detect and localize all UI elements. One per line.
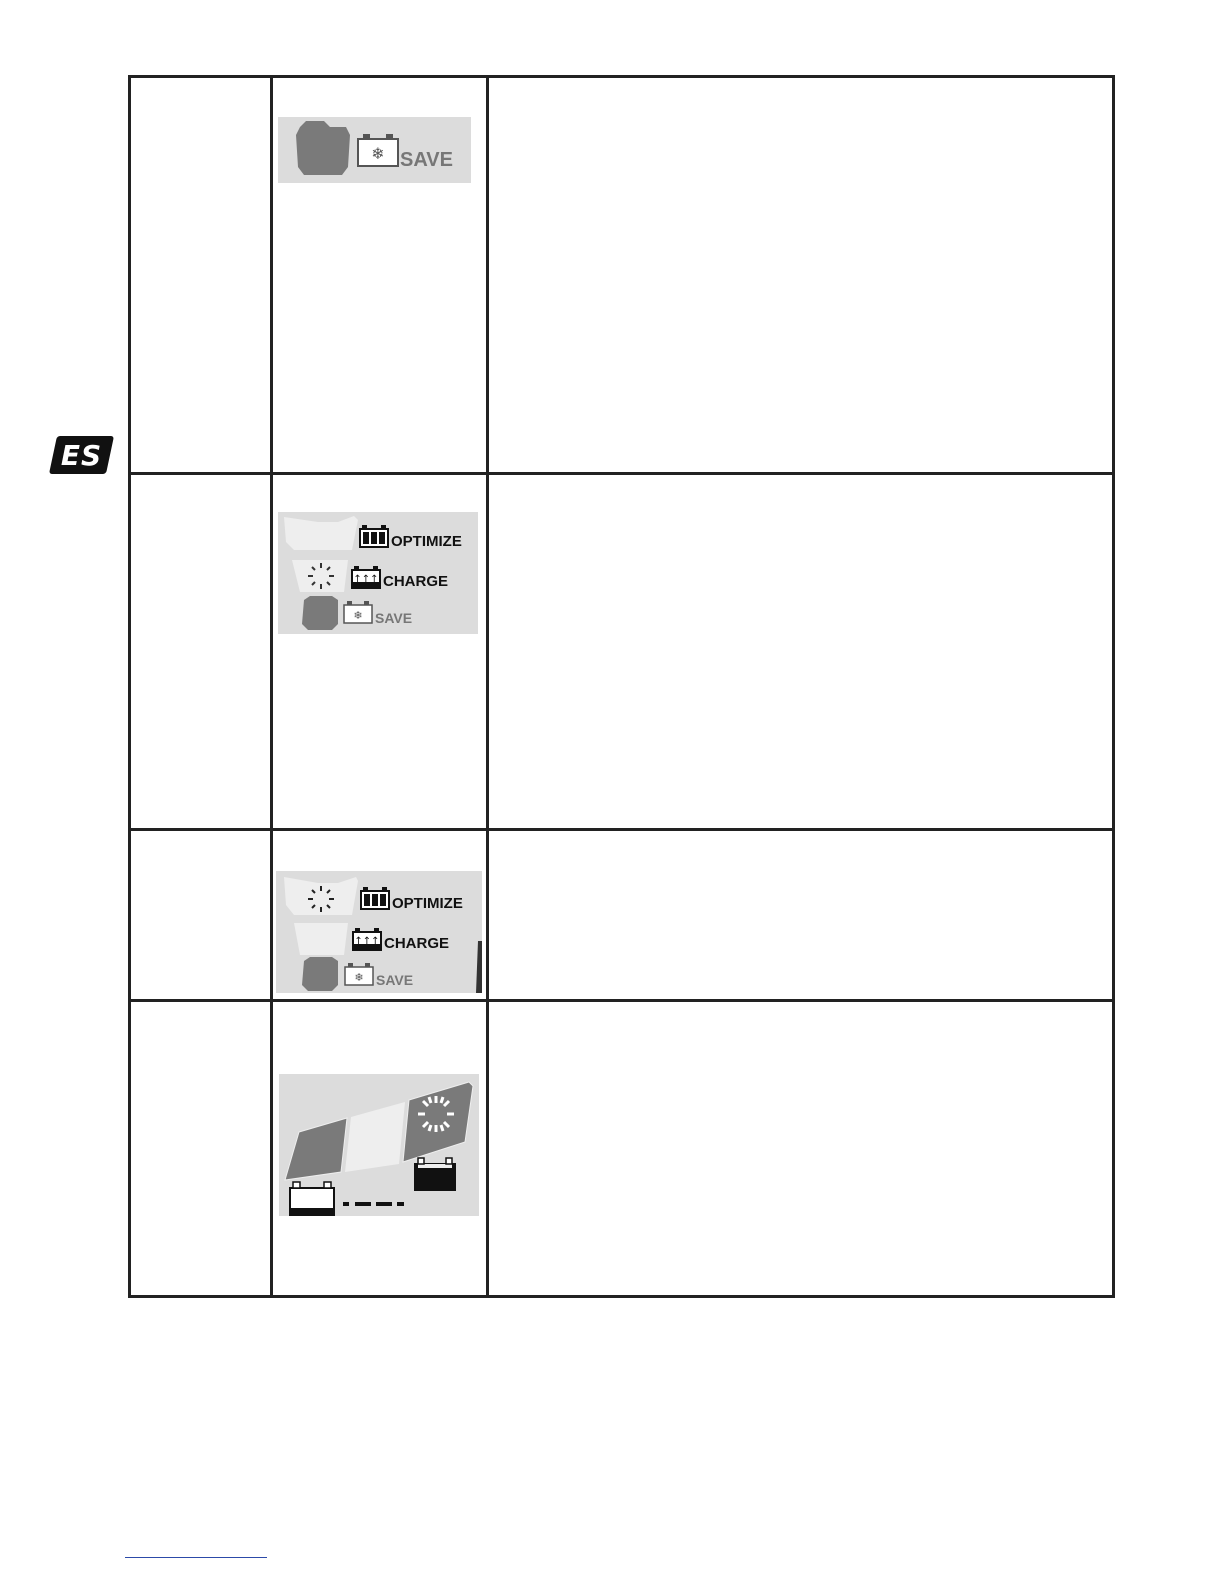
lcd-label-charge: CHARGE <box>384 935 450 952</box>
battery-bars-icon <box>361 887 389 909</box>
language-tab-label: ES <box>60 438 103 472</box>
battery-snowflake-icon <box>345 963 373 985</box>
row-divider <box>131 999 1112 1002</box>
lcd-label-save: SAVE <box>400 149 453 171</box>
row-divider <box>131 828 1112 831</box>
lcd-label-optimize: OPTIMIZE <box>392 895 463 912</box>
status-table <box>128 75 1115 1298</box>
svg-text:↑↑↑: ↑↑↑ <box>353 574 379 585</box>
language-tab <box>49 436 114 474</box>
lcd-label-save: SAVE <box>375 610 413 626</box>
save-segment <box>302 596 338 630</box>
battery-arrows-icon <box>352 566 380 588</box>
svg-text:❄: ❄ <box>354 971 364 984</box>
lcd-label-optimize: OPTIMIZE <box>391 533 462 550</box>
save-segment <box>302 957 338 991</box>
battery-bars-icon <box>360 525 388 547</box>
footer-rule <box>125 1557 267 1558</box>
svg-text:❄: ❄ <box>353 609 363 622</box>
lcd-display <box>278 117 471 183</box>
right-segment <box>403 1082 473 1162</box>
lcd-display <box>279 1074 479 1216</box>
column-divider <box>486 78 489 1295</box>
save-segment <box>296 121 350 175</box>
middle-segment <box>345 1102 405 1172</box>
lcd-label-charge: CHARGE <box>383 573 449 590</box>
lcd-display <box>278 512 478 634</box>
battery-empty-icon <box>290 1182 334 1216</box>
lcd-display <box>276 871 482 993</box>
battery-full-icon <box>415 1158 455 1190</box>
charge-segment <box>294 923 348 955</box>
battery-arrows-icon <box>353 928 381 950</box>
left-segment <box>285 1118 347 1180</box>
row-divider <box>131 472 1112 475</box>
svg-text:↑↑↑: ↑↑↑ <box>354 936 380 947</box>
svg-text:❄: ❄ <box>371 144 385 163</box>
column-divider <box>270 78 273 1295</box>
battery-snowflake-icon <box>344 601 372 623</box>
optimize-segment <box>284 516 358 550</box>
lcd-label-save: SAVE <box>376 972 414 988</box>
battery-snowflake-icon <box>358 134 398 166</box>
dash-line <box>343 1202 404 1206</box>
